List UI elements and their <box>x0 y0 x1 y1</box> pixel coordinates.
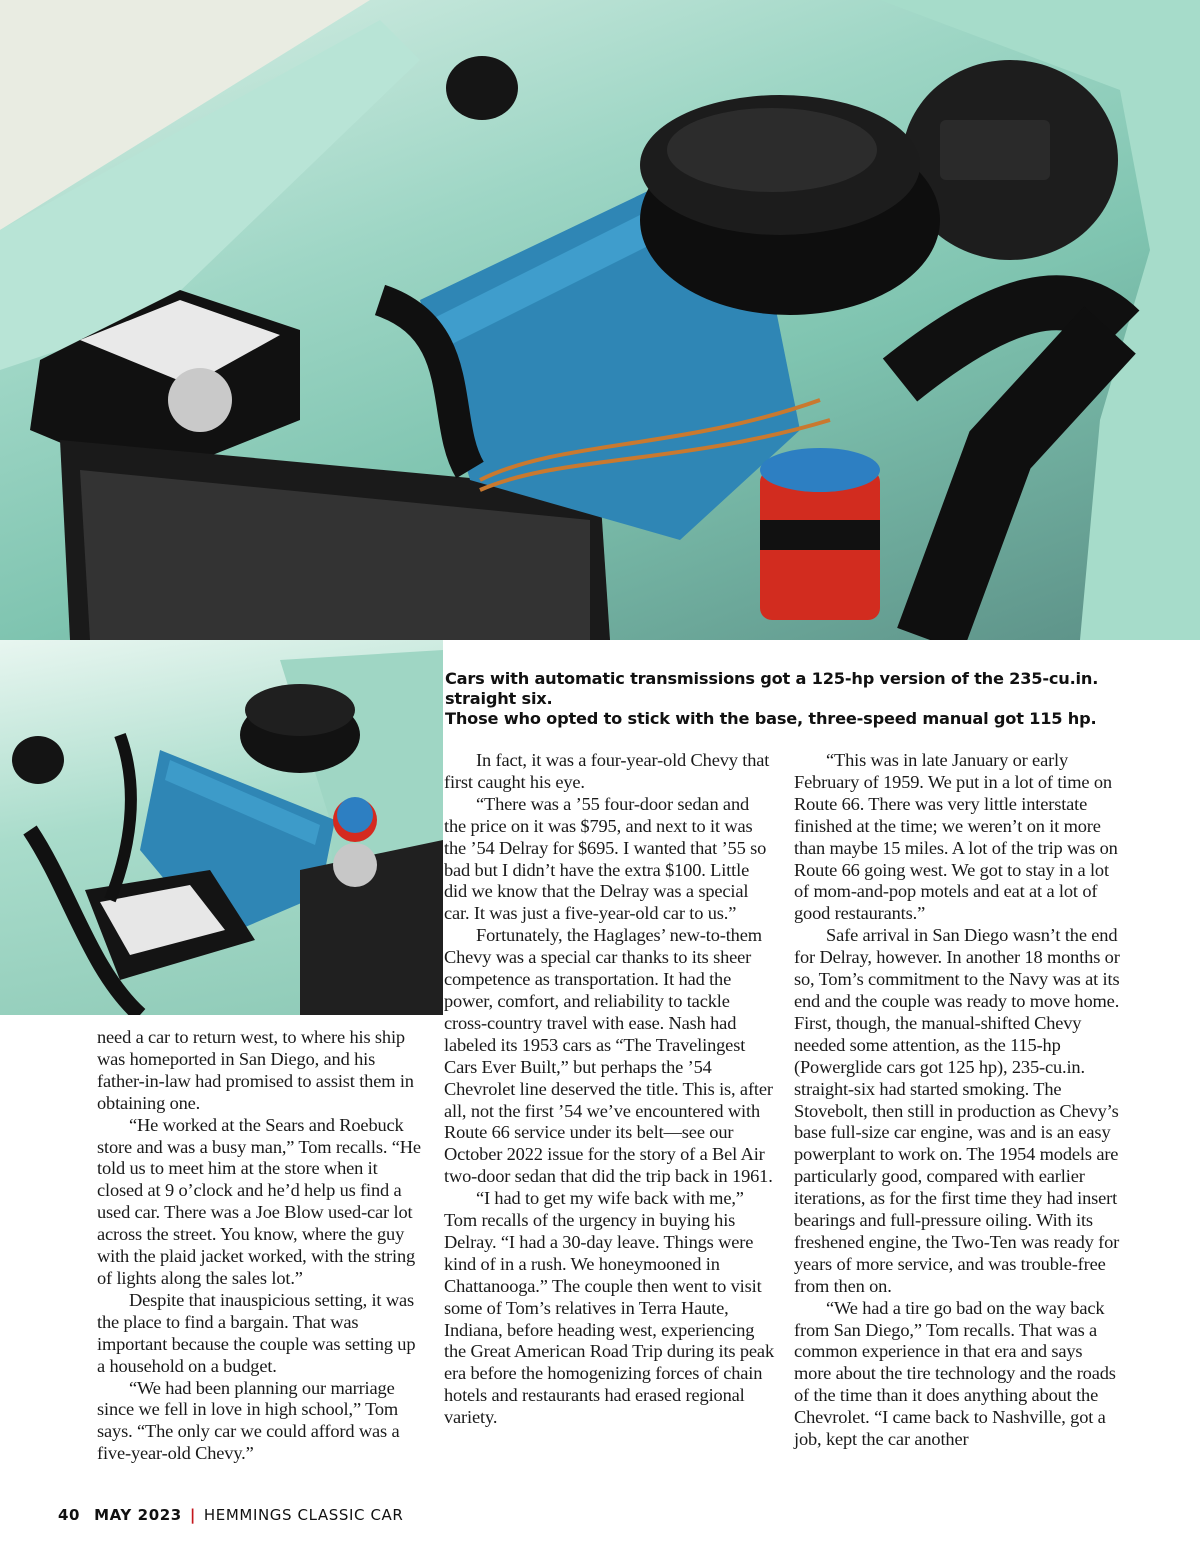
page-number: 40 <box>58 1506 81 1524</box>
caption-line-2: Those who opted to stick with the base, three-speed manual got 115 hp. <box>445 709 1097 728</box>
paragraph: need a car to return west, to where his ship was homeported in San Diego, and his father-in-law had promised to assist them in obtaining one. <box>97 1027 414 1113</box>
caption-line-1: Cars with automatic transmissions got a 125-hp version of the 235-cu.in. straight six. <box>445 669 1099 708</box>
paragraph: “We had been planning our marriage since we fell in love in high school,” Tom says. “The only car we could afford was a five-year-old Chevy.” <box>97 1377 400 1464</box>
paragraph: “We had a tire go bad on the way back from San Diego,” Tom recalls. That was a common experience in that era and says more about the tire technology and the roads of the time than it does anything about the Chevrolet. “I came back to Nashville, got a job, kept the car another <box>794 1297 1116 1450</box>
paragraph: “There was a ’55 four-door sedan and the price on it was $795, and next to it was the ’54 Delray for $695. I wanted that ’55 so bad but I didn’t have the extra $100. Little did we know that the Delray was a special car. It was just a five-year-old car to us.” <box>444 793 767 924</box>
text-column-3 <box>794 750 1124 1451</box>
paragraph: “He worked at the Sears and Roebuck store and was a busy man,” Tom recalls. “He told us to meet him at the store when it closed at 9 o’clock and he’d help us find a used car. There was a Joe Blow used-car lot across the street. You know, where the guy with the plaid jacket worked, with the string of lights along the sales lot.” <box>97 1114 421 1288</box>
issue-date: MAY 2023 <box>94 1506 182 1524</box>
text-column-2 <box>444 750 774 1429</box>
magazine-name: HEMMINGS CLASSIC CAR <box>203 1506 404 1524</box>
paragraph: Despite that inauspicious setting, it was the place to find a bargain. That was important because the couple was setting up a household on a budget. <box>97 1289 416 1376</box>
folio-separator: | <box>189 1506 196 1524</box>
paragraph: “I had to get my wife back with me,” Tom recalls of the urgency in buying his Delray. “I had a 30-day leave. Things were kind of in a rush. We honeymooned in Chattanooga.” The couple then went to visit some of Tom’s relatives in Terra Haute, Indiana, before heading west, experiencing the Great American Road Trip during its peak era before the homogenizing forces of chain hotels and restaurants had erased regional variety. <box>444 1188 774 1428</box>
inset-engine-photo <box>0 640 445 1015</box>
paragraph: “This was in late January or early February of 1959. We put in a lot of time on Route 66. There was very little interstate finished at the time; we weren’t on it more than maybe 15 miles. A lot of the trip was on Route 66 going west. We got to stay in a lot of mom-and-pop motels and eat at a lot of good restaurants.” <box>794 750 1118 924</box>
text-column-1 <box>97 1027 427 1465</box>
page-folio <box>58 1506 403 1524</box>
photo-caption <box>445 669 1145 729</box>
paragraph: Safe arrival in San Diego wasn’t the end for Delray, however. In another 18 months or so, Tom’s commitment to the Navy was at its end and the couple was ready to move home. First, though, the manual-shifted Chevy needed some attention, as the 115-hp (Powerglide cars got 125 hp), 235-cu.in. straight-six had started smoking. The Stovebolt, then still in production as Chevy’s base full-size car engine, was and is an easy powerplant to work on. The 1954 models are particularly good, compared with earlier iterations, as for the first time they had insert bearings and full-pressure oiling. With its freshened engine, the Two-Ten was ready for years of more service, and was trouble-free from then on. <box>794 925 1120 1296</box>
paragraph: Fortunately, the Haglages’ new-to-them Chevy was a special car thanks to its sheer competence as transportation. It had the power, comfort, and reliability to tackle cross-country travel with ease. Nash had labeled its 1953 cars as “The Travelingest Cars Ever Built,” but perhaps the ’54 Chevrolet line deserved the title. This is, after all, not the first ’54 we’ve encountered with Route 66 service under its belt—see our October 2022 issue for the story of a Bel Air two-door sedan that did the trip back in 1961. <box>444 925 773 1187</box>
engine-bay-photo <box>0 0 1200 640</box>
paragraph: In fact, it was a four-year-old Chevy that first caught his eye. <box>444 750 770 792</box>
